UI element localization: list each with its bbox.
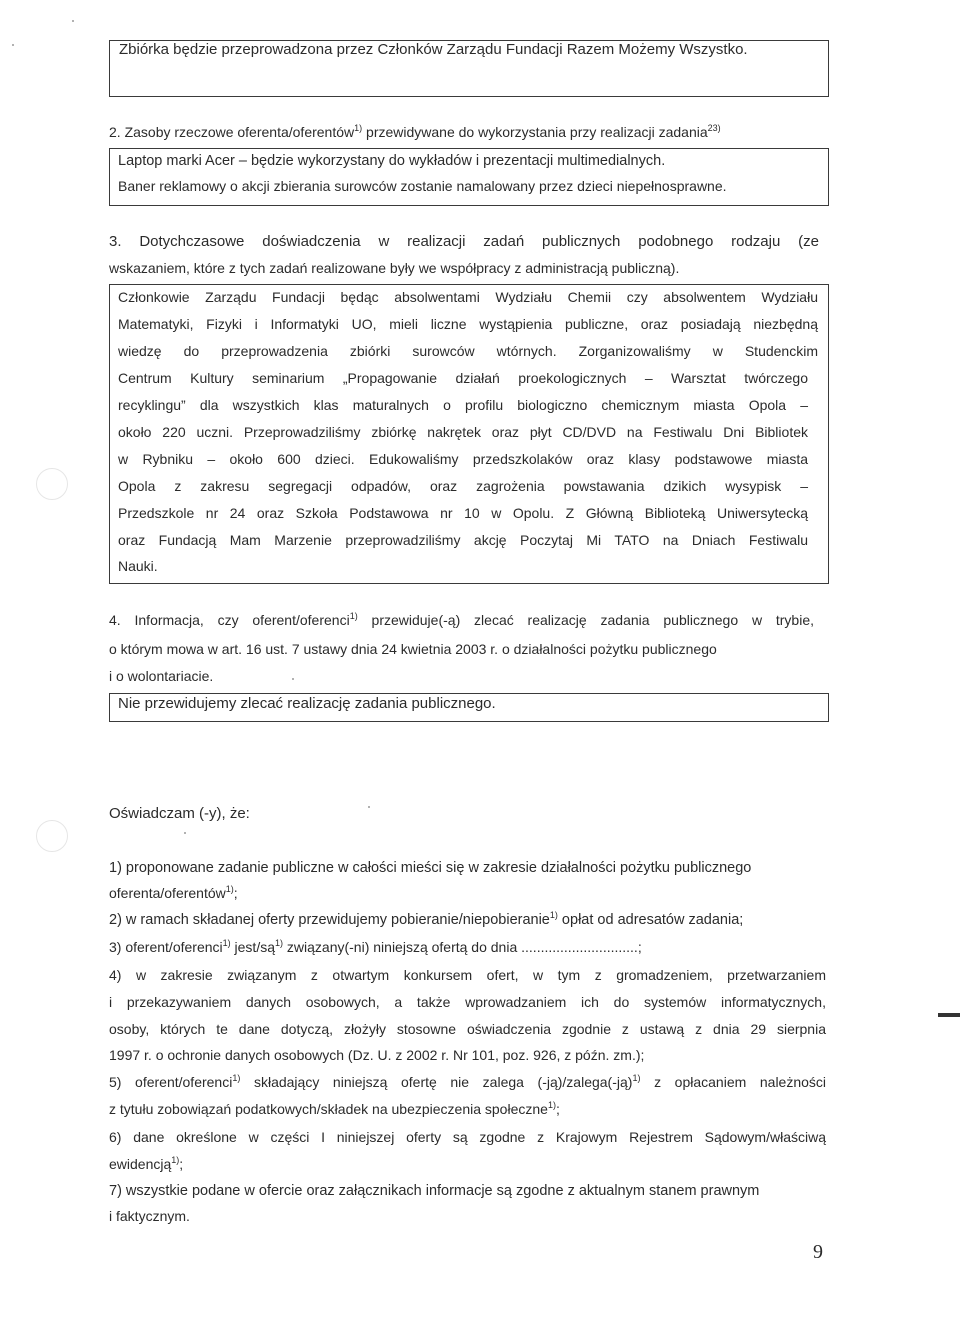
experience-line: około 220 uczni. Przeprowadziliśmy zbiórkę nakrętek oraz płyt CD/DVD na Festiwalu Dni Bibliotek <box>118 424 808 440</box>
punch-hole-bottom <box>36 820 68 852</box>
scan-speck <box>368 806 370 808</box>
experience-line: Nauki. <box>118 558 158 574</box>
declaration-item-7: 7) wszystkie podane w ofercie oraz załącznikach informacje są zgodne z aktualnym stanem prawnym <box>109 1183 760 1199</box>
experience-line: w Rybniku – około 600 dzieci. Edukowaliśmy przedszkolaków oraz klasy podstawowe miasta <box>118 451 808 467</box>
declaration-item-4: 4) w zakresie związanym z otwartym konkursem ofert, w tym z gromadzeniem, przetwarzaniem <box>109 967 826 983</box>
section4-line: 4. Informacja, czy oferent/oferenci$^{1)}$ przewiduje(-ą) zlecać realizację zadania publicznego w trybie, <box>109 611 814 628</box>
declaration-item-2: 2) w ramach składanej oferty przewidujemy pobieranie/niepobieranie$^{1)}$ opłat od adresatów zadania; <box>109 910 744 928</box>
section3-heading-line: wskazaniem, które z tych zadań realizowane były we współpracy z administracją publiczną). <box>109 260 680 276</box>
experience-line: oraz Fundacją Mam Marzenie przeprowadziliśmy akcję Poczytaj Mi TATO na Dniach Festiwalu <box>118 532 808 548</box>
scan-speck <box>12 44 14 46</box>
declaration-heading: Oświadczam (-y), że: <box>109 805 250 822</box>
subcontract-text: Nie przewidujemy zlecać realizację zadania publicznego. <box>118 695 496 712</box>
declaration-item-4: 1997 r. o ochronie danych osobowych (Dz. U. z 2002 r. Nr 101, poz. 926, z późn. zm.); <box>109 1047 645 1063</box>
declaration-item-3: 3) oferent/oferenci$^{1)}$ jest/$są^{1)}$ związany(-ni) niniejszą ofertą do dnia ..............................; <box>109 938 642 955</box>
experience-line: Centrum Kultury seminarium „Propagowanie działań proekologicznych – Warsztat twórczego <box>118 370 808 386</box>
section2-heading: 2. Zasoby rzeczowe oferenta/oferentów$^{1)}$ przewidywane do wykorzystania przy realizacji zadania$^{23)}$ <box>109 123 721 140</box>
binder-mark <box>938 1013 960 1017</box>
experience-line: Opola z zakresu segregacji odpadów, oraz zagrożenia powstawania dzikich wysypisk – <box>118 478 808 494</box>
declaration-item-6-cont: ewidencją$^{1)}$; <box>109 1155 184 1172</box>
experience-line: Przedszkole nr 24 oraz Szkoła Podstawowa nr 10 w Opolu. Z Główną Biblioteką Uniwersytecką <box>118 505 808 521</box>
experience-line: Członkowie Zarządu Fundacji będąc absolwentami Wydziału Chemii czy absolwentem Wydziału <box>118 289 818 305</box>
declaration-item-1-cont: oferenta/oferentów$^{1)}$; <box>109 884 238 901</box>
section4-line: o którym mowa w art. 16 ust. 7 ustawy dnia 24 kwietnia 2003 r. o działalności pożytku publicznego <box>109 641 717 657</box>
declaration-item-6: 6) dane określone w części I niniejszej oferty są zgodne z Krajowym Rejestrem Sądowym/właściwą <box>109 1129 826 1145</box>
declaration-item-7-cont: i faktycznym. <box>109 1208 190 1224</box>
resources-line: Baner reklamowy o akcji zbierania surowców zostanie namalowany przez dzieci niepełnosprawne. <box>118 178 727 194</box>
declaration-item-4: i przekazywaniem danych osobowych, a także wprowadzaniem ich do systemów informatycznych, <box>109 994 826 1010</box>
page-number: 9 <box>813 1241 823 1263</box>
resources-line: Laptop marki Acer – będzie wykorzystany do wykładów i prezentacji multimedialnych. <box>118 153 666 169</box>
experience-line: wiedzę do przeprowadzenia zbiórki surowców wtórnych. Zorganizowaliśmy w Studenckim <box>118 343 818 359</box>
scan-speck <box>184 832 186 834</box>
scan-speck <box>72 20 74 22</box>
experience-line: Matematyki, Fizyki i Informatyki UO, mieli liczne wystąpienia publiczne, oraz posiadają niezbędną <box>118 316 818 332</box>
scan-speck <box>292 678 294 680</box>
section3-heading-line: 3. Dotychczasowe doświadczenia w realizacji zadań publicznych podobnego rodzaju (ze <box>109 233 819 250</box>
punch-hole-top <box>36 468 68 500</box>
declaration-item-1: 1) proponowane zadanie publiczne w całości mieści się w zakresie działalności pożytku publicznego <box>109 860 752 876</box>
declaration-item-5-cont: z tytułu zobowiązań podatkowych/składek na ubezpieczenia społeczne$^{1)}$; <box>109 1100 560 1117</box>
section4-line: i o wolontariacie. <box>109 668 214 684</box>
realization-text: Zbiórka będzie przeprowadzona przez Członków Zarządu Fundacji Razem Możemy Wszystko. <box>119 41 748 58</box>
experience-line: recyklingu” dla wszystkich klas maturalnych o profilu biologiczno chemicznym miasta Opola – <box>118 397 808 413</box>
declaration-item-5: 5) oferent/oferenci$^{1)}$ składający niniejszą ofertę nie zalega (-ją)/zalega(-ją)$^{1)}$ z opłacaniem należności <box>109 1073 827 1090</box>
declaration-item-4: osoby, których te dane dotyczą, złożyły stosowne oświadczenia zgodnie z ustawą z dnia 29 sierpnia <box>109 1021 826 1037</box>
